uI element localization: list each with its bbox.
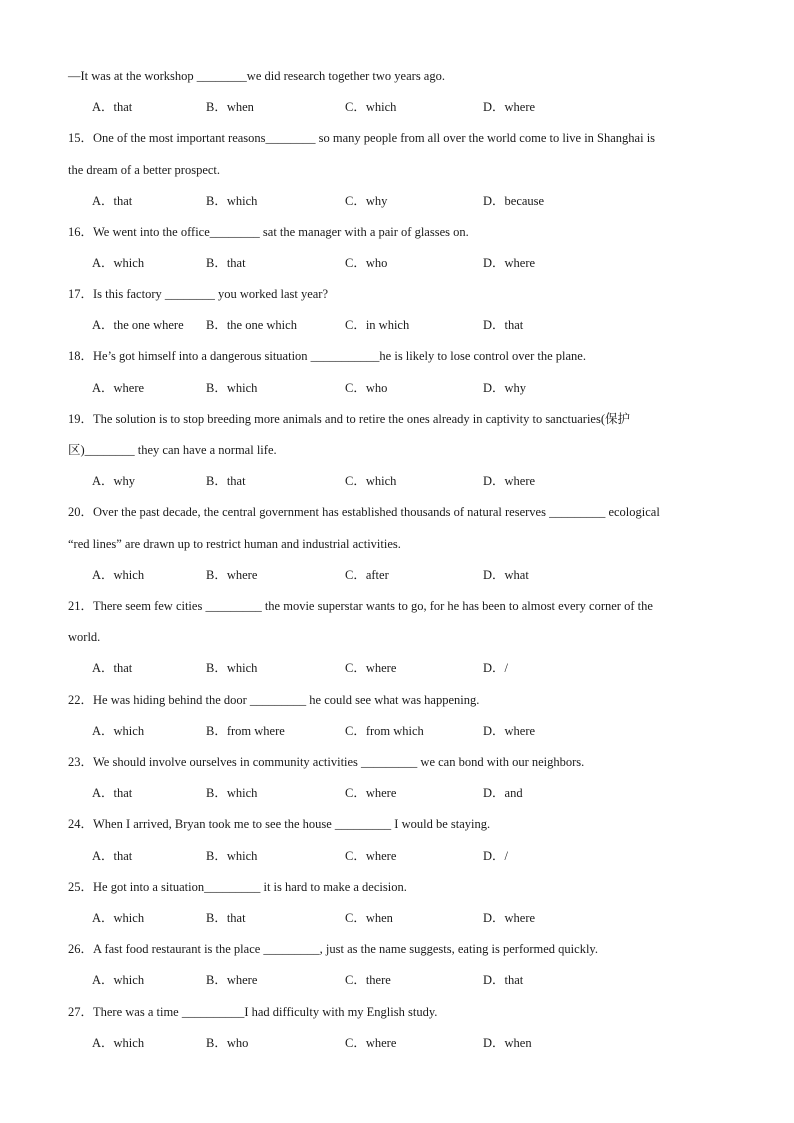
answer-option-c[interactable]: C．where [345,1036,397,1050]
answer-option-b[interactable]: B．where [206,973,258,987]
question-stem: 15．One of the most important reasons________ so many people from all over the world come to live in Shanghai is [68,131,656,145]
answer-option-c[interactable]: C．which [345,100,397,114]
answer-options [0,380,794,396]
answer-option-d[interactable]: D．where [483,724,536,738]
answer-option-a[interactable]: A．which [92,568,145,582]
answer-option-a[interactable]: A．which [92,724,145,738]
question-stem: —It was at the workshop ________we did research together two years ago. [68,69,445,83]
answer-option-c[interactable]: C．which [345,474,397,488]
answer-option-b[interactable]: B．which [206,381,258,395]
answer-option-b[interactable]: B．which [206,786,258,800]
answer-option-b[interactable]: B．the one which [206,318,297,332]
answer-option-a[interactable]: A．why [92,474,136,488]
answer-option-a[interactable]: A．that [92,100,133,114]
question-stem-continuation: world. [68,630,101,644]
answer-option-c[interactable]: C．there [345,973,391,987]
answer-options [0,1035,794,1051]
answer-option-a[interactable]: A．that [92,786,133,800]
answer-option-a[interactable]: A．which [92,1036,145,1050]
question-stem: 22．He was hiding behind the door _________ he could see what was happening. [68,693,480,707]
answer-options [0,99,794,115]
answer-option-d[interactable]: D．where [483,474,536,488]
answer-option-c[interactable]: C．who [345,381,388,395]
question-stem: 17．Is this factory ________ you worked last year? [68,287,329,301]
answer-option-a[interactable]: A．that [92,194,133,208]
question-stem: 21．There seem few cities _________ the movie superstar wants to go, for he has been to almost every corner of the [68,599,653,613]
answer-option-b[interactable]: B．which [206,661,258,675]
question-stem: 20．Over the past decade, the central government has established thousands of natural reserves _________ ecological [68,505,660,519]
question-stem: 25．He got into a situation_________ it is hard to make a decision. [68,880,407,894]
answer-options [0,193,794,209]
question-stem: 26．A fast food restaurant is the place _________, just as the name suggests, eating is performed quickly. [68,942,598,956]
answer-option-a[interactable]: A．that [92,849,133,863]
question-stem-continuation: the dream of a better prospect. [68,163,221,177]
answer-options [0,972,794,988]
answer-options [0,567,794,583]
answer-option-c[interactable]: C．why [345,194,388,208]
answer-option-d[interactable]: D．where [483,256,536,270]
answer-options [0,473,794,489]
answer-options [0,660,794,676]
answer-option-d[interactable]: D．that [483,973,524,987]
answer-option-b[interactable]: B．when [206,100,254,114]
answer-option-a[interactable]: A．which [92,911,145,925]
answer-option-b[interactable]: B．where [206,568,258,582]
answer-option-d[interactable]: D．/ [483,849,509,863]
answer-option-b[interactable]: B．that [206,256,246,270]
answer-options [0,317,794,333]
answer-option-c[interactable]: C．in which [345,318,410,332]
answer-option-a[interactable]: A．where [92,381,145,395]
answer-option-d[interactable]: D．that [483,318,524,332]
answer-option-a[interactable]: A．the one where [92,318,184,332]
answer-options [0,723,794,739]
answer-option-d[interactable]: D．why [483,381,527,395]
answer-option-b[interactable]: B．which [206,194,258,208]
answer-option-d[interactable]: D．and [483,786,523,800]
answer-option-a[interactable]: A．which [92,973,145,987]
answer-option-d[interactable]: D．when [483,1036,532,1050]
answer-option-d[interactable]: D．/ [483,661,509,675]
answer-option-c[interactable]: C．where [345,661,397,675]
question-stem: 27．There was a time __________I had difficulty with my English study. [68,1005,438,1019]
answer-option-c[interactable]: C．where [345,786,397,800]
answer-option-b[interactable]: B．which [206,849,258,863]
answer-options [0,785,794,801]
answer-option-c[interactable]: C．where [345,849,397,863]
answer-option-d[interactable]: D．what [483,568,529,582]
answer-options [0,848,794,864]
question-stem-continuation: 区)________ they can have a normal life. [68,443,277,457]
question-stem: 16．We went into the office________ sat the manager with a pair of glasses on. [68,225,469,239]
answer-option-c[interactable]: C．when [345,911,393,925]
question-stem: 18．He’s got himself into a dangerous situation ___________he is likely to lose control over the plane. [68,349,586,363]
answer-options [0,255,794,271]
answer-option-c[interactable]: C．from which [345,724,424,738]
answer-option-b[interactable]: B．that [206,474,246,488]
question-stem-continuation: “red lines” are drawn up to restrict human and industrial activities. [68,537,401,551]
answer-option-a[interactable]: A．which [92,256,145,270]
answer-option-b[interactable]: B．that [206,911,246,925]
question-stem: 23．We should involve ourselves in community activities _________ we can bond with our neighbors. [68,755,585,769]
answer-option-d[interactable]: D．where [483,100,536,114]
question-stem: 24．When I arrived, Bryan took me to see the house _________ I would be staying. [68,817,491,831]
answer-option-c[interactable]: C．after [345,568,389,582]
answer-option-d[interactable]: D．where [483,911,536,925]
answer-option-c[interactable]: C．who [345,256,388,270]
answer-options [0,910,794,926]
answer-option-d[interactable]: D．because [483,194,545,208]
answer-option-b[interactable]: B．from where [206,724,285,738]
answer-option-b[interactable]: B．who [206,1036,249,1050]
question-stem: 19．The solution is to stop breeding more animals and to retire the ones already in captivity to sanctuaries(保护 [68,412,631,426]
answer-option-a[interactable]: A．that [92,661,133,675]
